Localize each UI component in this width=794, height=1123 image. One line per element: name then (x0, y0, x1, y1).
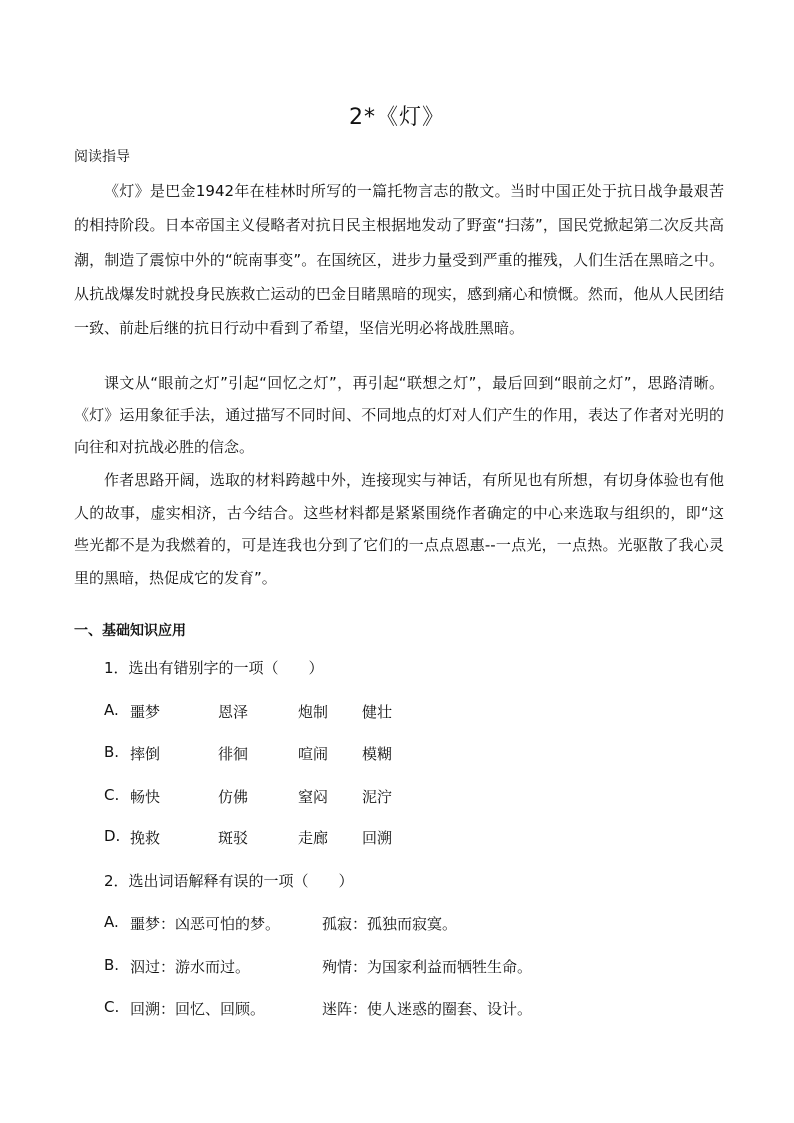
option-word: 斑驳 (218, 829, 249, 847)
option-definition: 噩梦：凶恶可怕的梦。 (130, 915, 281, 933)
option-letter: C. (104, 998, 120, 1016)
option-word: 徘徊 (218, 745, 249, 763)
option-definition: 回溯：回忆、回顾。 (130, 1000, 266, 1018)
option-definition: 泅过：游水而过。 (130, 958, 251, 976)
option-word: 健壮 (362, 703, 393, 721)
option-definition: 迷阵：使人迷惑的圈套、设计。 (322, 1000, 533, 1018)
guide-paragraph-2: 课文从“眼前之灯”引起“回忆之灯”，再引起“联想之灯”，最后回到“眼前之灯”，思路清晰。《灯》运用象征手法，通过描写不同时间、不同地点的灯对人们产生的作用，表达了作者对光明的向往和对抗战必胜的信念。 (74, 374, 724, 456)
document-title: 2*《灯》 (349, 105, 445, 130)
option-word: 摔倒 (130, 745, 161, 763)
guide-paragraph-3: 作者思路开阔，选取的材料跨越中外，连接现实与神话，有所见也有所想，有切身体验也有他人的故事，虚实相济，古今结合。这些材料都是紧紧围绕作者确定的中心来选取与组织的，即“这些光都不是为我燃着的，可是连我也分到了它们的一点点恩惠--一点光，一点热。光驱散了我心灵里的黑暗，热促成它的发育”。 (74, 471, 724, 587)
option-word: 泥泞 (362, 788, 393, 806)
option-letter: B. (104, 956, 120, 974)
option-word: 仿佛 (218, 788, 249, 806)
option-letter: D. (104, 827, 121, 845)
guide-paragraph-1: 《灯》是巴金1942年在桂林时所写的一篇托物言志的散文。当时中国正处于抗日战争最艰苦的相持阶段。日本帝国主义侵略者对抗日民主根据地发动了野蛮“扫荡”，国民党掀起第二次反共高潮，制造了震惊中外的“皖南事变”。在国统区，进步力量受到严重的摧残，人们生活在黑暗之中。从抗战爆发时就投身民族救亡运动的巴金目睹黑暗的现实，感到痛心和愤慨。然而，他从人民团结一致、前赴后继的抗日行动中看到了希望，坚信光明必将战胜黑暗。 (74, 182, 724, 338)
option-letter: B. (104, 743, 120, 761)
option-word: 炮制 (298, 703, 329, 721)
option-word: 走廊 (298, 829, 329, 847)
section-heading: 一、基础知识应用 (74, 623, 186, 639)
option-word: 畅快 (130, 788, 161, 806)
option-definition: 殉情：为国家利益而牺牲生命。 (322, 958, 533, 976)
option-letter: C. (104, 786, 120, 804)
question-2-stem: 2．选出词语解释有误的一项（ ） (104, 872, 354, 890)
option-letter: A. (104, 701, 119, 719)
guide-heading: 阅读指导 (74, 149, 130, 165)
option-letter: A. (104, 913, 119, 931)
option-word: 窒闷 (298, 788, 329, 806)
option-word: 噩梦 (130, 703, 161, 721)
option-word: 模糊 (362, 745, 393, 763)
question-1-stem: 1．选出有错别字的一项（ ） (104, 659, 324, 677)
option-word: 挽救 (130, 829, 161, 847)
option-word: 喧闹 (298, 745, 329, 763)
option-word: 回溯 (362, 829, 393, 847)
option-word: 恩泽 (218, 703, 249, 721)
option-definition: 孤寂：孤独而寂寞。 (322, 915, 458, 933)
